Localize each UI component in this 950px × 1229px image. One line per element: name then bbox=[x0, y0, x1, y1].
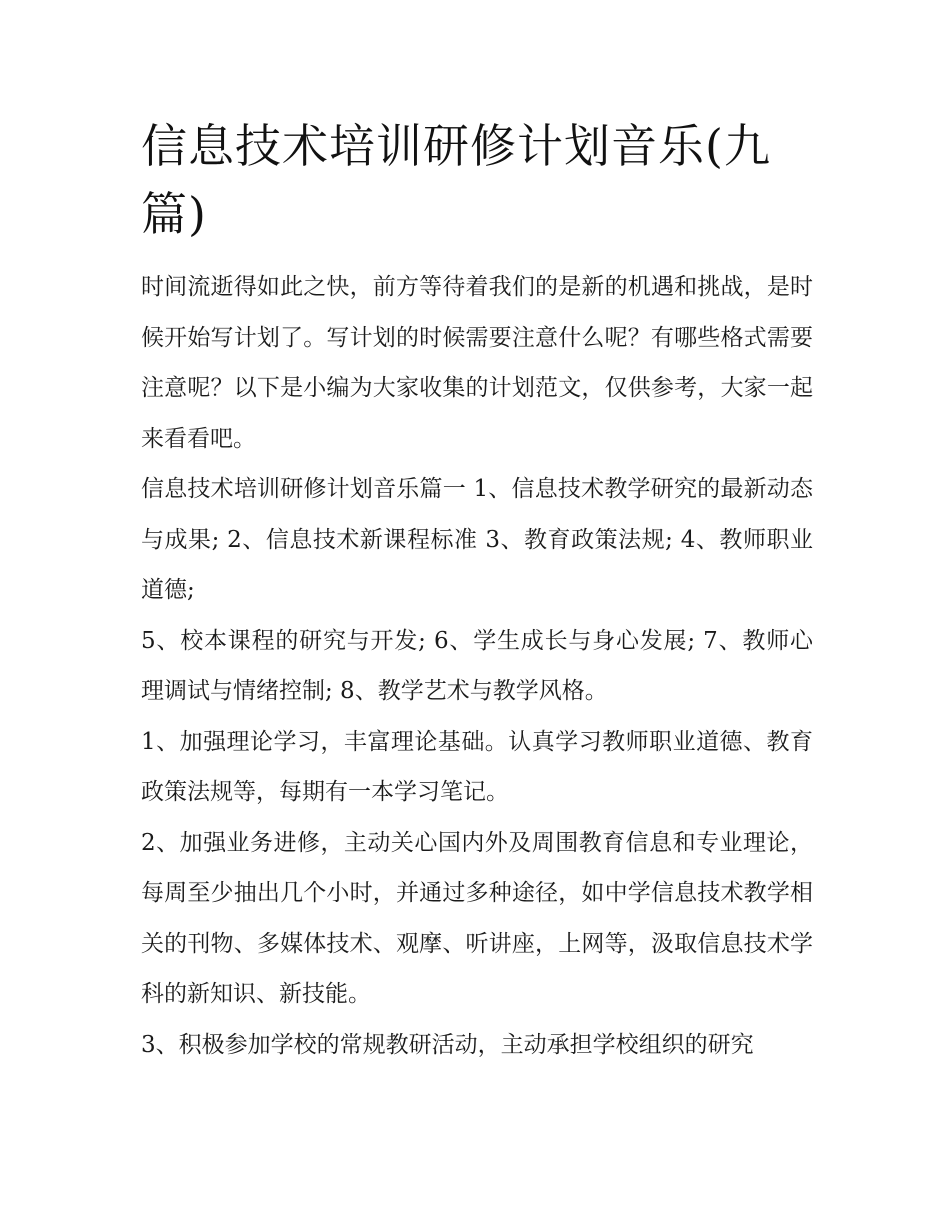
paragraph-item-1: 1、加强理论学习，丰富理论基础。认真学习教师职业道德、教育政策法规等，每期有一本学习笔记。 bbox=[141, 728, 813, 805]
document-title: 信息技术培训研修计划音乐(九篇) bbox=[141, 119, 771, 241]
paragraph-intro: 时间流逝得如此之快，前方等待着我们的是新的机遇和挑战，是时候开始写计划了。写计划的时候需要注意什么呢？有哪些格式需要注意呢？以下是小编为大家收集的计划范文，仅供参考，大家一起来看看吧。 bbox=[141, 274, 813, 452]
paragraph-item-2: 2、加强业务进修，主动关心国内外及周围教育信息和专业理论，每周至少抽出几个小时，并通过多种途径，如中学信息技术教学相关的刊物、多媒体技术、观摩、听讲座，上网等，汲取信息技术学科的新知识、新技能。 bbox=[141, 829, 813, 1007]
paragraph-training-content: 信息技术培训研修计划音乐篇一 1、信息技术教学研究的最新动态与成果; 2、信息技术新课程标准 3、教育政策法规; 4、教师职业道德; bbox=[141, 476, 813, 603]
document-body bbox=[141, 262, 813, 1070]
document-page bbox=[141, 112, 813, 1070]
paragraph-item-3: 3、积极参加学校的常规教研活动，主动承担学校组织的研究 bbox=[141, 1031, 754, 1058]
paragraph-training-content-cont: 5、校本课程的研究与开发; 6、学生成长与身心发展; 7、教师心理调试与情绪控制; 8、教学艺术与教学风格。 bbox=[141, 627, 813, 704]
